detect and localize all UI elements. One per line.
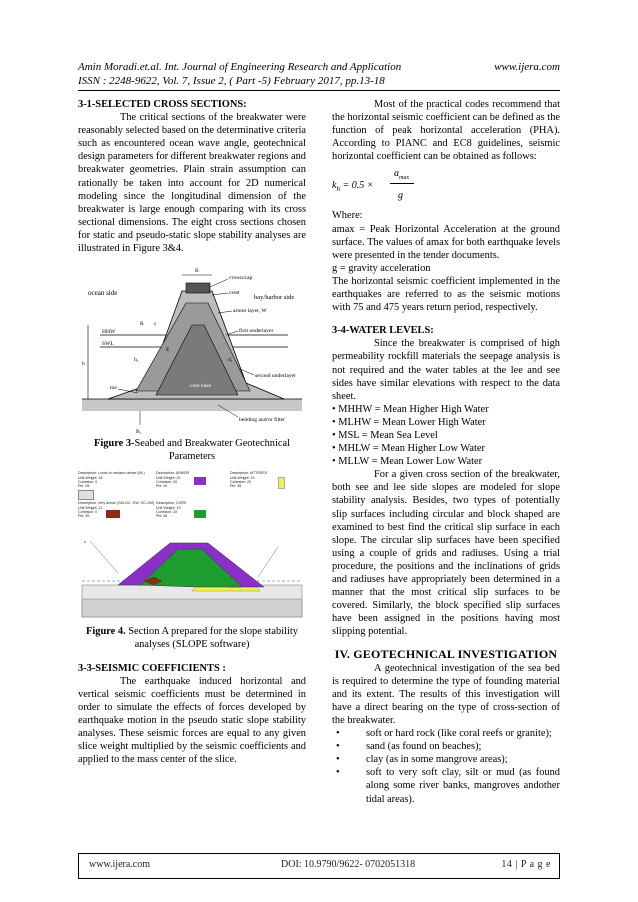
svg-text:x: x <box>84 539 86 545</box>
legend-item-mttrees: Description: MTTREES Unit Weight: 19 Cohesion: 20 Phi: 38 <box>230 471 300 488</box>
seismic-return-paragraph: The horizontal seismic coefficient implemented in the earthquakes are referred to as the seismic motions with 75 and 475 years return period, respectively. <box>332 275 560 314</box>
section-4-body: A geotechnical investigation of the sea bed is required to determine the type of founding material and its extent. The results of this investigation will have a direct bearing on the type of cross-section of the breakwater. <box>332 662 560 726</box>
section-4-heading: IV. GEOTECHNICAL INVESTIGATION <box>334 647 558 662</box>
section-3-3-body: The earthquake induced horizontal and vertical seismic coefficients must be determined in order to simulate the effects of forces developed by earthquake motion in the pseudo static slope stability analyses. These seismic forces are equal to any given slice weight multiplied by the seismic coefficients and applied to the mass center of the slice. <box>78 675 306 766</box>
section-3-4-body: Since the breakwater is comprised of high permeability rockfill materials the seepage analysis is not required and the water tables at the lee and see sides have similar elevations with respect to the data sheet. <box>332 338 560 402</box>
fig3-label-r: R <box>140 321 144 328</box>
list-item: • soft or hard rock (like coral reefs or granite); <box>336 728 552 740</box>
header-website[interactable]: www.ijera.com <box>494 61 560 73</box>
journal-citation: Amin Moradi.et.al. Int. Journal of Engineering Research and Application <box>78 61 402 73</box>
water-level-mlhw: • MLHW = Mean Lower High Water <box>332 416 486 428</box>
fig3-label-toe: toe <box>110 385 117 392</box>
fig3-label-first-underlayer: first underlayer <box>239 328 274 335</box>
fig3-label-e: E <box>166 347 170 354</box>
seismic-formula <box>332 167 560 203</box>
fig3-label-armor: armor layer, W <box>233 308 267 315</box>
page-footer <box>78 853 560 879</box>
section-3-4-heading: 3-4-WATER LEVELS: <box>332 325 434 337</box>
running-header-line1 <box>78 60 560 74</box>
fig3-label-h: h <box>82 361 85 368</box>
fig3-label-ocean-side: ocean side <box>88 289 118 298</box>
figure-4-legend <box>78 471 306 537</box>
list-item: • clay (as in some mangrove areas); <box>336 754 508 766</box>
fig3-label-b1: B₁ <box>136 429 142 436</box>
fig3-label-second-underlayer: second underlayer <box>255 373 296 380</box>
fig3-label-hhw: HHW <box>102 329 116 336</box>
figure-4-slope-model <box>78 537 306 623</box>
water-level-msl: • MSL = Mean Sea Level <box>332 429 438 441</box>
figure-3-caption: Figure 3-Seabed and Breakwater Geotechnical Parameters <box>94 438 290 463</box>
footer-page-number: 14 | P a g e <box>501 859 551 870</box>
legend-item-very-dense: Description: Very dense (GM-GC, GW, GC-GM) Unit Weight: 21 Cohesion: 0 Phi: 39 <box>78 501 155 519</box>
water-level-mhhw: • MHHW = Mean Higher High Water <box>332 403 489 415</box>
amax-definition: amax = Peak Horizontal Acceleration at the ground surface. The values of amax for both earthquake levels were presented in the tender documents. <box>332 223 560 261</box>
legend-item-loose: Description: Loose to medium dense (ML) Unit Weight: 18 Cohesion: 0 Phi: 28 <box>78 471 158 499</box>
fig3-label-bedding: bedding and/or filter <box>239 417 285 424</box>
section-3-1-body: The critical sections of the breakwater were reasonably selected based on the determinative criteria such as encountered ocean wave angle, geotechnical design parameters for different breakwater regions and breakwater geometries. Plain strain assumption can rationally be taken into account for 2D numerical modeling since the longitudinal dimension of the breakwater is large enough comparing with its cross sectional dimensions. The eight cross sections chosen for static and pseudo-static slope stability analyses are illustrated in Figure 3&4. <box>78 112 306 255</box>
seismic-code-paragraph: Most of the practical codes recommend that the horizontal seismic coefficient can be defined as the function of peak horizontal acceleration (PHA). According to PIANC and EC8 guidelines, seismic horizontal coefficient can be obtained as follows: <box>332 99 560 163</box>
running-header-line2 <box>78 74 560 88</box>
slip-surface-paragraph: For a given cross section of the breakwater, both see and lee side slopes are modeled for slope stability analysis. Besides, two types of potentially slip surfaces including circular and block shaped are examined to best find the critical slip surface in each slope. The circular slip surfaces have been specified using a couple of grids and radiuses. Using a trial procedure, the positions and the inclinations of grids and radiuses have appropriately been determined in a manner that the most critical slip surfaces to be covered. Similarly, the block specified slip surfaces have been assigned in the positions having most slipping potential. <box>332 469 560 638</box>
fig3-label-c: c <box>154 321 157 328</box>
fig3-label-hc: h₁ <box>134 357 139 364</box>
header-rule <box>78 90 560 91</box>
list-item: • sand (as found on beaches); <box>336 741 482 753</box>
fig3-label-swl: SWL <box>102 341 114 348</box>
figure-4-caption: Figure 4. Section A prepared for the slope stability analyses (SLOPE software) <box>86 626 298 651</box>
g-definition: g = gravity acceleration <box>332 262 431 274</box>
figure-3-breakwater-diagram <box>78 265 306 437</box>
fig3-label-crest: crest <box>229 290 240 297</box>
footer-website[interactable]: www.ijera.com <box>89 859 150 870</box>
fig3-label-bay-side: bay/harbor side <box>254 294 295 302</box>
section-3-1-heading: 3-1-SELECTED CROSS SECTIONS: <box>78 99 247 110</box>
water-level-mllw: • MLLW = Mean Lower Low Water <box>332 456 483 468</box>
formula-denominator: g <box>398 190 403 202</box>
legend-item-armor: Description: ARMOR Unit Weight: 20 Cohesion: 20 Phi: 40 <box>156 471 228 488</box>
section-3-3-heading: 3-3-SEISMIC COEFFICIENTS : <box>78 662 226 674</box>
right-column <box>332 98 560 806</box>
fig3-label-b: B <box>195 268 199 275</box>
fig3-label-dc: d₁ <box>228 357 233 364</box>
left-column <box>78 98 306 766</box>
issn-line: ISSN : 2248-9622, Vol. 7, Issue 2, ( Part -5) February 2017, pp.13-18 <box>78 75 385 87</box>
footer-doi[interactable]: DOI: 10.9790/9622- 0702051318 <box>281 859 416 870</box>
fig3-label-crown: crown/cap <box>229 275 253 282</box>
legend-item-core: Description: CORE Unit Weight: 19 Cohesion: 20 Phi: 35 <box>156 501 228 518</box>
water-level-mhlw: • MHLW = Mean Higher Low Water <box>332 443 485 455</box>
formula-lhs: $k_h = 0.5$ × <box>332 180 374 194</box>
where-label: Where: <box>332 210 363 222</box>
figure-4 <box>78 469 306 625</box>
formula-numerator: $a_{max}$ <box>394 168 409 182</box>
fig3-label-core: core base <box>190 383 211 390</box>
list-item: • soft to very soft clay, silt or mud (as found along some river banks, mangroves andother tidal areas). <box>336 767 560 805</box>
